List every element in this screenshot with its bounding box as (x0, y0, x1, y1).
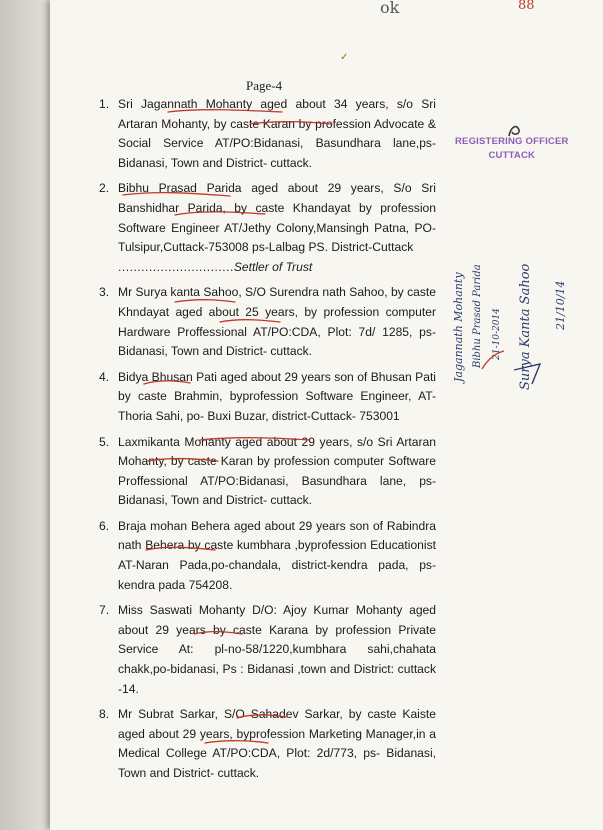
dotted-leader: .............................. (118, 259, 234, 274)
item-number: 5. (99, 434, 110, 449)
item-text: Mr Subrat Sarkar, S/O Sahadev Sarkar, by caste Kaiste aged about 29 years, byprofession Marketing Manager,in a Medical College AT/PO:CDA, Plot: 2d/773, ps- Bidanasi, Town and District- cuttack. (118, 707, 436, 780)
item-number: 7. (99, 603, 110, 618)
item-number: 3. (99, 285, 110, 300)
item-number: 4. (99, 369, 110, 384)
pen-tick: ✓ (340, 52, 349, 63)
top-mark-red: 88 (518, 0, 535, 13)
signature-date-2: 21/10/14 (554, 280, 567, 330)
item-text: Sri Jagannath Mohanty aged about 34 years, s/o Sri Artaran Mohanty, by caste Karan by profession Advocate & Social Service AT/PO:Bidanasi, Basundhara lane,ps-Bidanasi, Town and District- cuttack. (118, 97, 436, 170)
signature-bibhu: Bibhu Prasad Parida (472, 264, 483, 368)
stamp-line-2: CUTTACK (488, 150, 536, 161)
item-number: 1. (99, 97, 110, 111)
item-text: Braja mohan Behera aged about 29 years son of Rabindra nath Behera by caste kumbhara ,byprofession Educationist AT-Naran Pada,po-chandala, district-kendra pada, ps-kendra pada 754208. (118, 518, 436, 592)
item-text: Mr Surya kanta Sahoo, S/O Surendra nath Sahoo, by caste Khndayat aged about 25 years, by profession computer Hardware Proffessional AT/PO:CDA, Plot: 7d/ 1285, ps- Bidanasi, Town and District- cuttack. (118, 285, 436, 359)
signature-surya: Surya Kanta Sahoo (518, 263, 533, 390)
top-mark: ok (380, 0, 400, 17)
document-page (50, 0, 603, 830)
stamp-line-1: REGISTERING OFFICER (455, 136, 569, 147)
item-number: 8. (99, 707, 110, 722)
item-text: Bidya Bhusan Pati aged about 29 years son of Bhusan Pati by caste Brahmin, byprofession Software Engineer, AT- Thoria Sahi, po- Buxi Buzar, district-Cuttack- 753001 (118, 369, 436, 423)
item-number: 2. (99, 181, 110, 196)
item-number: 6. (99, 518, 110, 533)
item-text: Miss Saswati Mohanty D/O: Ajoy Kumar Mohanty aged about 29 years by caste Karana by profession Private Service At: pl-no-58/1220,kumbhara sahi,chahata chakk,po-bidanasi, Ps : Bidanasi ,town and District: cuttack -14. (118, 603, 436, 696)
item-text: Laxmikanta Mohanty aged about 29 years, s/o Sri Artaran Mohanty, by caste Karan by profession computer Software Proffessional AT/PO:Bidanasi, Basundhara lane, ps-Bidanasi, Town and District- cuttack. (118, 434, 436, 508)
red-underlines (50, 0, 603, 830)
page-number: Page-4 (246, 78, 283, 93)
signature-date-1: 21-10-2014 (492, 308, 502, 360)
scan-edge (0, 0, 50, 830)
signature-jagannath: Jagannath Mohanty (452, 272, 465, 382)
item-text: Bibhu Prasad Parida aged about 29 years, S/o Sri Banshidhar Parida, by caste Khandayat by profession Software Engineer AT/Jethy Colony,Mansingh Patna, PO-Tulsipur,Cuttack-753008 ps-Lalbag PS. District-Cuttack (118, 181, 436, 255)
settler-label: Settler of Trust (233, 259, 313, 274)
